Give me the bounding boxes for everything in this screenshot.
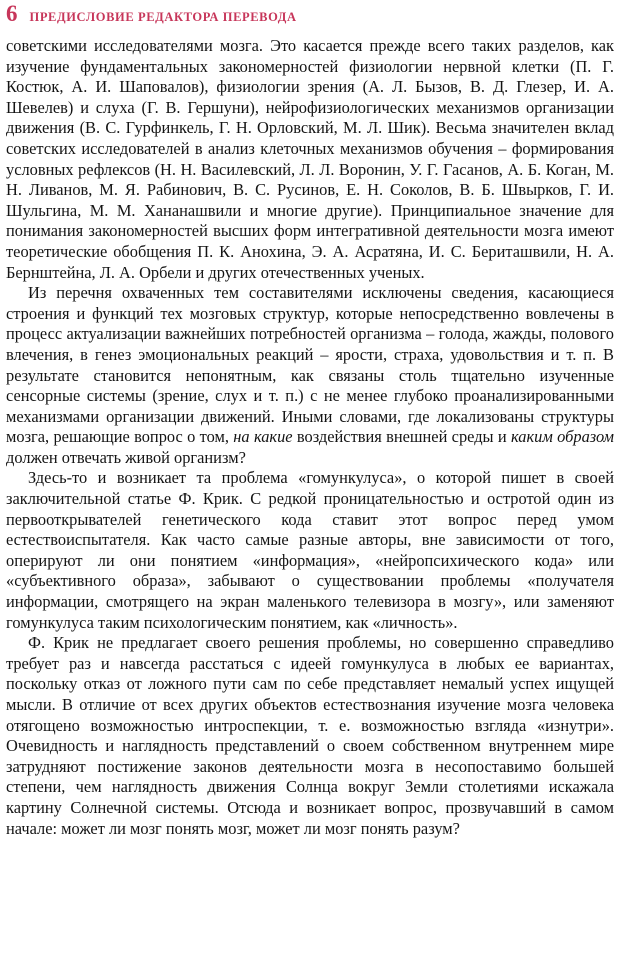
page-number: 6 [6,1,18,26]
paragraph: Ф. Крик не предлагает своего решения проблемы, но совершенно справедливо требует раз и навсегда расстаться с идеей гомункулуса в любых ее вариантах, поскольку отказ от ложного пути сам по себе представляет немалый успех ищущей мысли. В отличие от всех других объектов естествознания изучение мозга человека отягощено возможностью интроспекции, т. е. возможностью взгляда «изнутри». Очевидность и наглядность представлений о своем собственном внутреннем мире затрудняют постижение законов деятельности мозга в несопоставимо большей степени, чем наглядность движения Солнца вокруг Земли столетиями искажала картину Солнечной системы. Отсюда и возникает вопрос, прозвучавший в самом начале: может ли мозг понять мозг, может ли мозг понять разум? [6,633,614,838]
paragraph-continuation: советскими исследователями мозга. Это касается прежде всего таких разделов, как изучение фундаментальных закономерностей физиологии нервной клетки (П. Г. Костюк, А. И. Шаповалов), физиологии зрения (А. Л. Бызов, В. Д. Глезер, И. А. Шевелев) и слуха (Г. В. Гершуни), нейрофизиологических механизмов организации движения (В. С. Гурфинкель, Г. Н. Орловский, М. Л. Шик). Весьма значителен вклад советских исследователей в анализ клеточных механизмов обучения – формирования условных рефлексов (Н. Н. Василевский, Л. Л. Воронин, У. Г. Гасанов, А. Б. Коган, М. Н. Ливанов, М. Я. Рабинович, В. С. Русинов, Е. Н. Соколов, В. Б. Швырков, Г. И. Шульгина, М. М. Хананашвили и многие другие). Принципиальное значение для понимания закономерностей высших форм интегративной деятельности мозга имеют теоретические обобщения П. К. Анохина, Э. А. Асратяна, И. С. Бериташвили, Н. А. Бернштейна, Л. А. Орбели и других отечественных ученых. [6,36,614,282]
running-head [6,2,614,36]
paragraph: Здесь-то и возникает та проблема «гомункулуса», о которой пишет в своей заключительной статье Ф. Крик. С редкой проницательностью и остротой один из первооткрывателей генетического кода ставит этот вопрос перед умом естествоиспытателя. Как часто самые разные авторы, вне зависимости от того, оперируют ли они понятием «информация», «нейропсихического кода» или «субъективного образа», забывают о существовании проблемы «получателя информации, смотрящего на экран маленького телевизора в мозгу», или заменяют гомункулуса таким психологическим понятием, как «личность». [6,468,614,632]
body-text [6,36,614,839]
paragraph-text: должен отвечать живой организм? [6,447,246,467]
paragraph-text: Из перечня охваченных тем составителями исключены сведения, касающиеся строения и функций тех мозговых структур, которые непосредственно вовлечены в процесс актуализации важнейших потребностей организма – голода, жажды, полового влечения, в генез эмоциональных реакций – ярости, страха, удовольствия и т. п. В результате становится непонятным, как связаны столь тщательно изученные сенсорные системы (зрение, слух и т. п.) с не менее глубоко проанализированными механизмами организации движений. Иными словами, где локализованы структуры мозга, решающие вопрос о том, [6,283,614,447]
italic-emphasis: на какие [233,427,293,447]
section-title: ПРЕДИСЛОВИЕ РЕДАКТОРА ПЕРЕВОДА [29,10,297,24]
italic-emphasis: каким образом [511,427,614,447]
paragraph [6,283,614,468]
paragraph-text: воздействия внешней среды и [296,427,507,447]
